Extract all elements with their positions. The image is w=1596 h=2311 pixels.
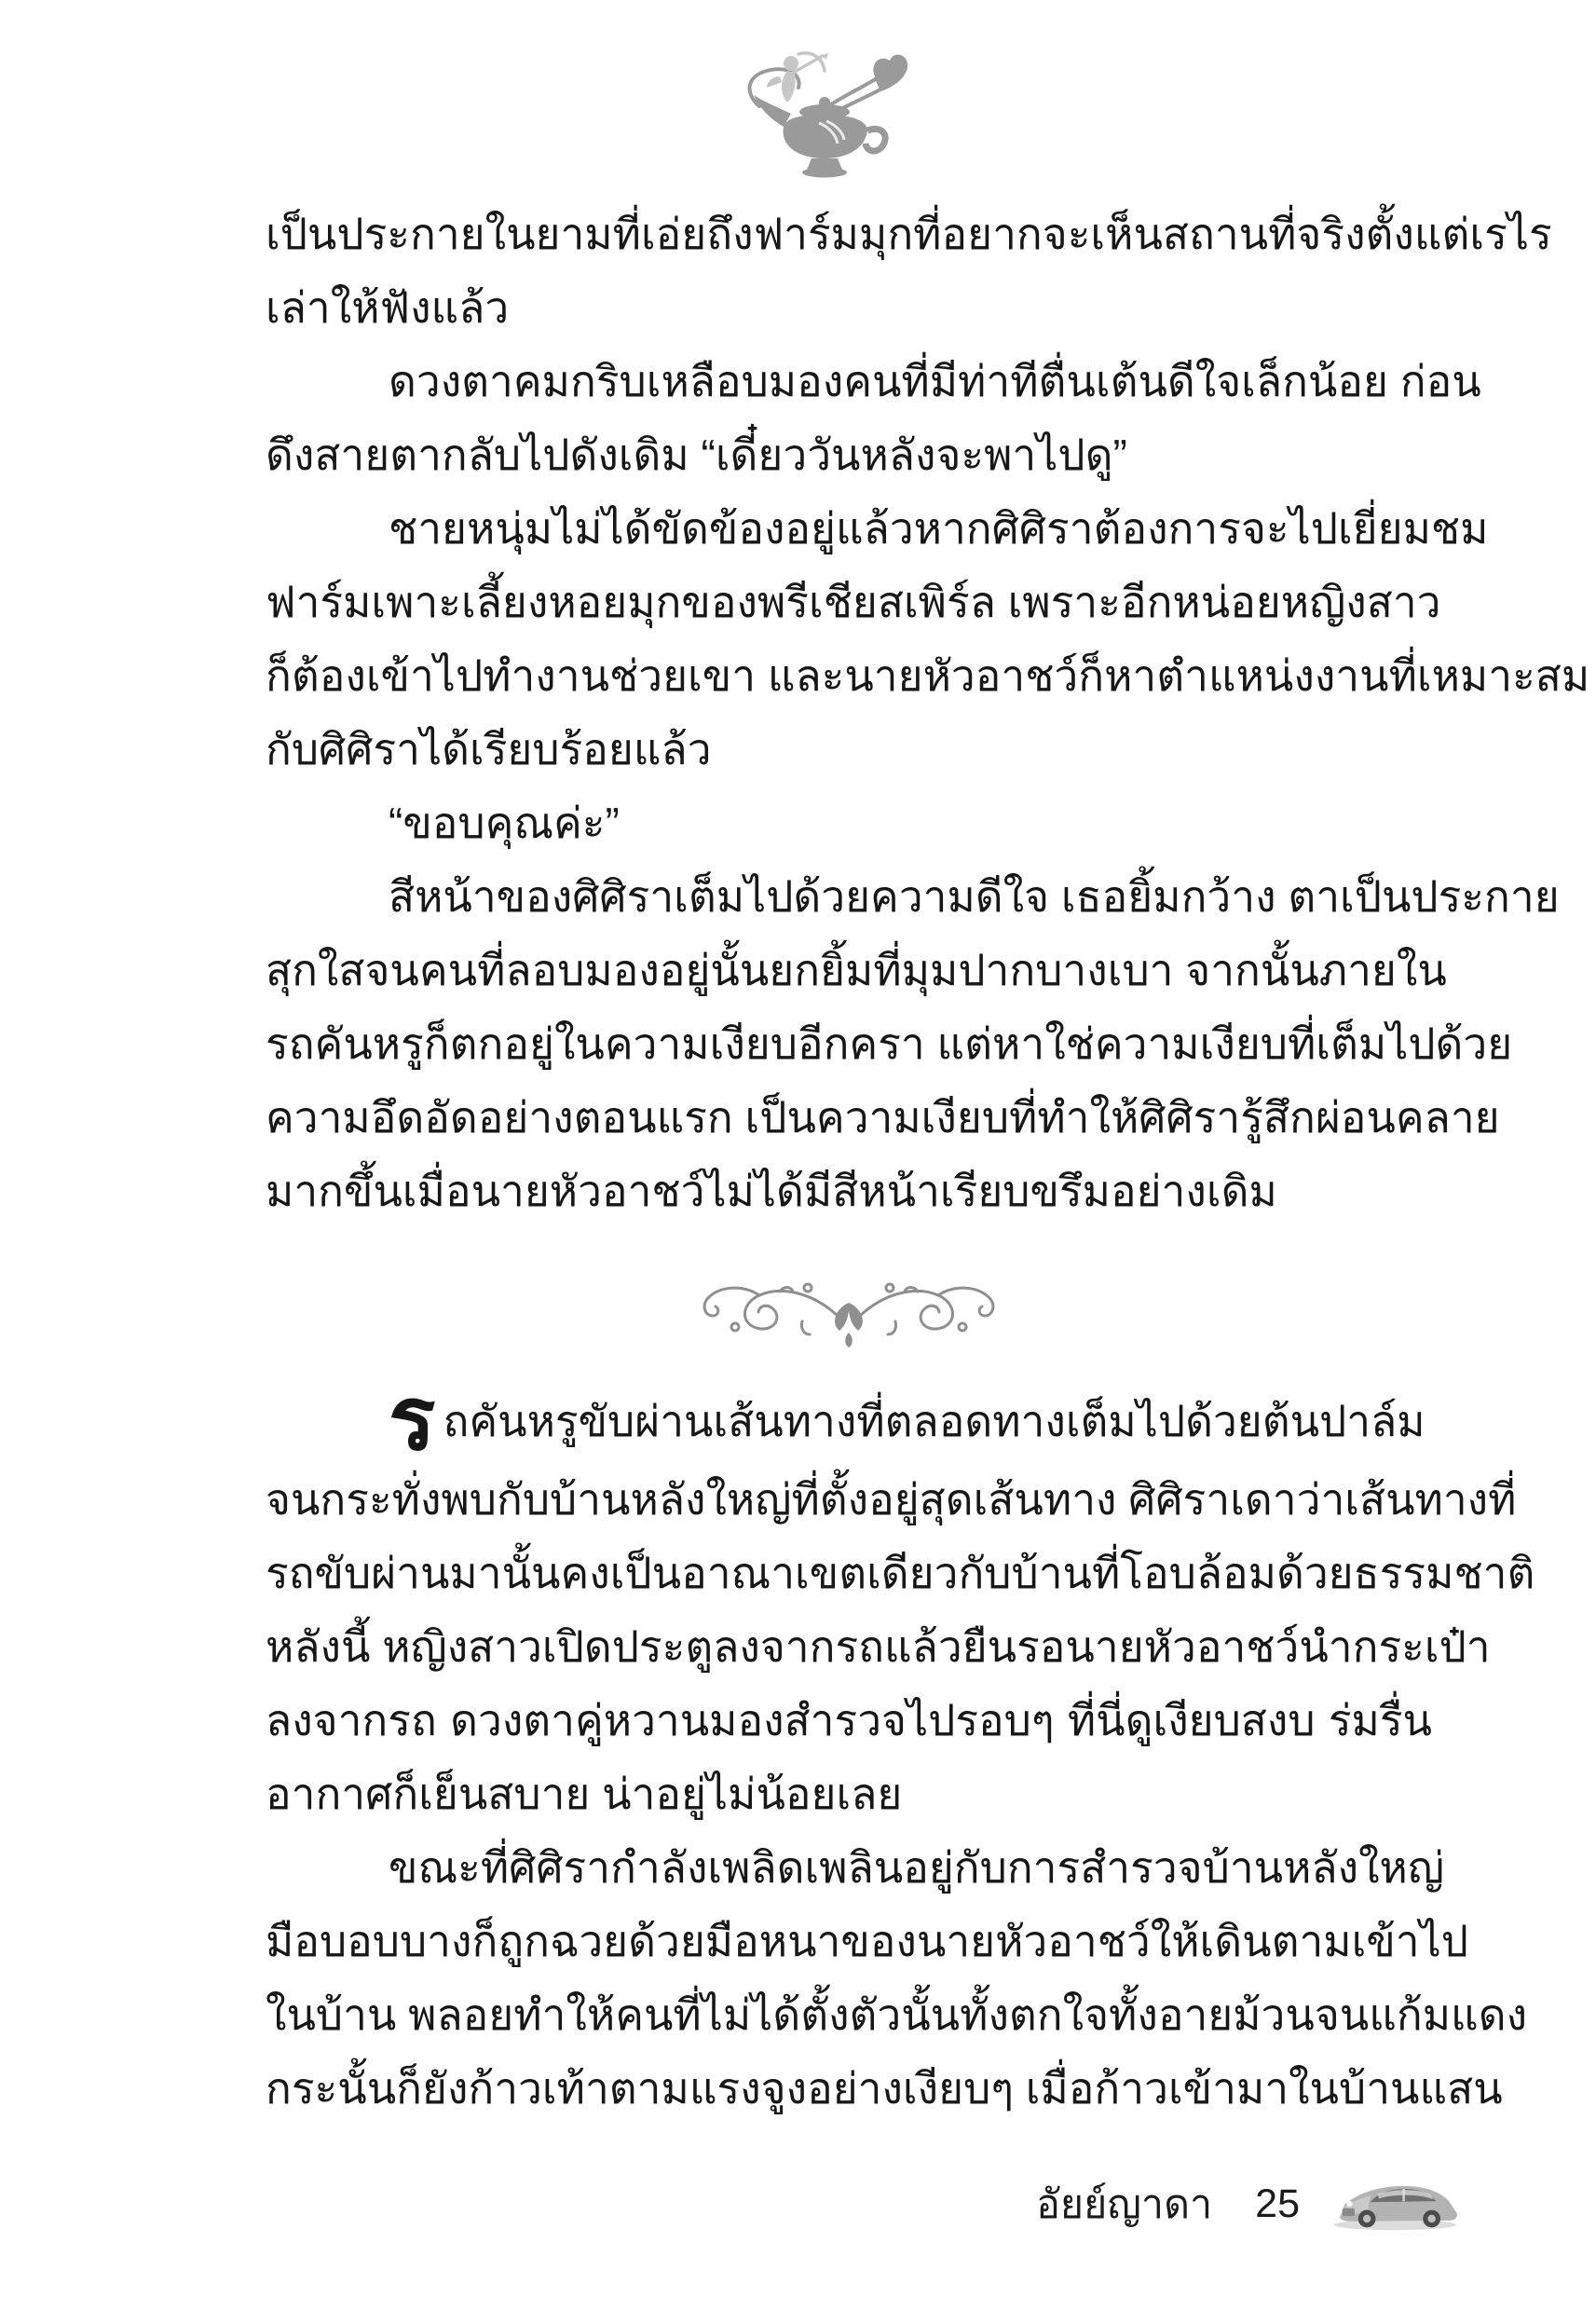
text-line: ขณะที่ศิศิรากำลังเพลิดเพลินอยู่กับการสำรวจบ้านหลังใหญ่: [389, 1843, 1445, 1892]
text-line: ในบ้าน พลอยทำให้คนที่ไม่ได้ตั้งตัวนั้นทั้งตกใจทั้งอายม้วนจนแก้มแดง: [266, 1990, 1528, 2039]
text-line-rest: ถคันหรูขับผ่านเส้นทางที่ตลอดทางเต็มไปด้วยต้นปาล์ม: [443, 1397, 1425, 1445]
text-line: มือบอบบางก็ถูกฉวยด้วยมือหนาของนายหัวอาชว์ให้เดินตามเข้าไป: [266, 1917, 1468, 1965]
text-line: กระนั้นก็ยังก้าวเท้าตามแรงจูงอย่างเงียบๆ เมื่อก้าวเข้ามาในบ้านแสน: [266, 2064, 1503, 2113]
text-line: ดึงสายตากลับไปดังเดิม “เดี๋ยววันหลังจะพาไปดู”: [266, 431, 1127, 479]
page-number: 25: [1255, 2181, 1300, 2226]
text-line: หลังนี้ หญิงสาวเปิดประตูลงจากรถแล้วยืนรอนายหัวอาชว์นำกระเป๋า: [266, 1622, 1491, 1671]
dialogue-line: “ขอบคุณค่ะ”: [389, 799, 620, 847]
author-name: อัยย์ญาดา: [1036, 2182, 1213, 2227]
text-line: ลงจากรถ ดวงตาคู่หวานมองสำรวจไปรอบๆ ที่นี่ดูเงียบสงบ ร่มรื่น: [266, 1696, 1432, 1744]
text-line: ดวงตาคมกริบเหลือบมองคนที่มีท่าทีตื่นเต้นดีใจเล็กน้อย ก่อน: [389, 357, 1481, 405]
lamp-body: [754, 95, 867, 178]
text-line: กับศิศิราได้เรียบร้อยแล้ว: [266, 725, 712, 773]
drop-cap: ร: [389, 1370, 436, 1468]
text-line: สีหน้าของศิศิราเต็มไปด้วยความดีใจ เธอยิ้มกว้าง ตาเป็นประกาย: [389, 872, 1560, 921]
text-column-2: [266, 1370, 1535, 2126]
heart-shape: [873, 55, 907, 91]
text-line: อากาศก็เย็นสบาย น่าอยู่ไม่น้อยเลย: [266, 1770, 903, 1818]
text-line: ชายหนุ่มไม่ได้ขัดข้องอยู่แล้วหากศิศิราต้องการจะไปเยี่ยมชม: [389, 504, 1489, 553]
car-icon: [1331, 2175, 1464, 2233]
lamp-handle: [866, 129, 885, 151]
cupid-figure: [767, 56, 798, 103]
cupid-genie-lamp-icon: [739, 48, 911, 184]
text-line: ความอึดอัดอย่างตอนแรก เป็นความเงียบที่ทำให้ศิศิรารู้สึกผ่อนคลาย: [266, 1093, 1500, 1142]
page-footer: [1036, 2167, 1464, 2241]
text-line: สุกใสจนคนที่ลอบมองอยู่นั้นยกยิ้มที่มุมปากบางเบา จากนั้นภายใน: [266, 946, 1447, 994]
text-line: รถคันหรูก็ตกอยู่ในความเงียบอีกครา แต่หาใช่ความเงียบที่เต็มไปด้วย: [266, 1019, 1513, 1068]
text-line: มากขึ้นเมื่อนายหัวอาชว์ไม่ได้มีสีหน้าเรียบขรึมอย่างเดิม: [266, 1167, 1277, 1215]
text-line: รถขับผ่านมานั้นคงเป็นอาณาเขตเดียวกับบ้านที่โอบล้อมด้วยธรรมชาติ: [266, 1549, 1535, 1597]
text-column-1: [266, 198, 1590, 1228]
text-line: เล่าให้ฟังแล้ว: [266, 283, 510, 332]
flourish-divider: [266, 1279, 1432, 1347]
text-line: จนกระทั่งพบกับบ้านหลังใหญ่ที่ตั้งอยู่สุดเส้นทาง ศิศิราเดาว่าเส้นทางที่: [266, 1475, 1517, 1524]
text-line: [266, 1370, 1432, 1468]
text-line: ก็ต้องเข้าไปทำงานช่วยเขา และนายหัวอาชว์ก็หาตำแหน่งงานที่เหมาะสม: [266, 651, 1590, 700]
text-line: ฟาร์มเพาะเลี้ยงหอยมุกของพรีเชียสเพิร์ล เพราะอีกหน่อยหญิงสาว: [266, 578, 1441, 626]
text-line: เป็นประกายในยามที่เอ่ยถึงฟาร์มมุกที่อยากจะเห็นสถานที่จริงตั้งแต่เรไร: [266, 210, 1552, 258]
